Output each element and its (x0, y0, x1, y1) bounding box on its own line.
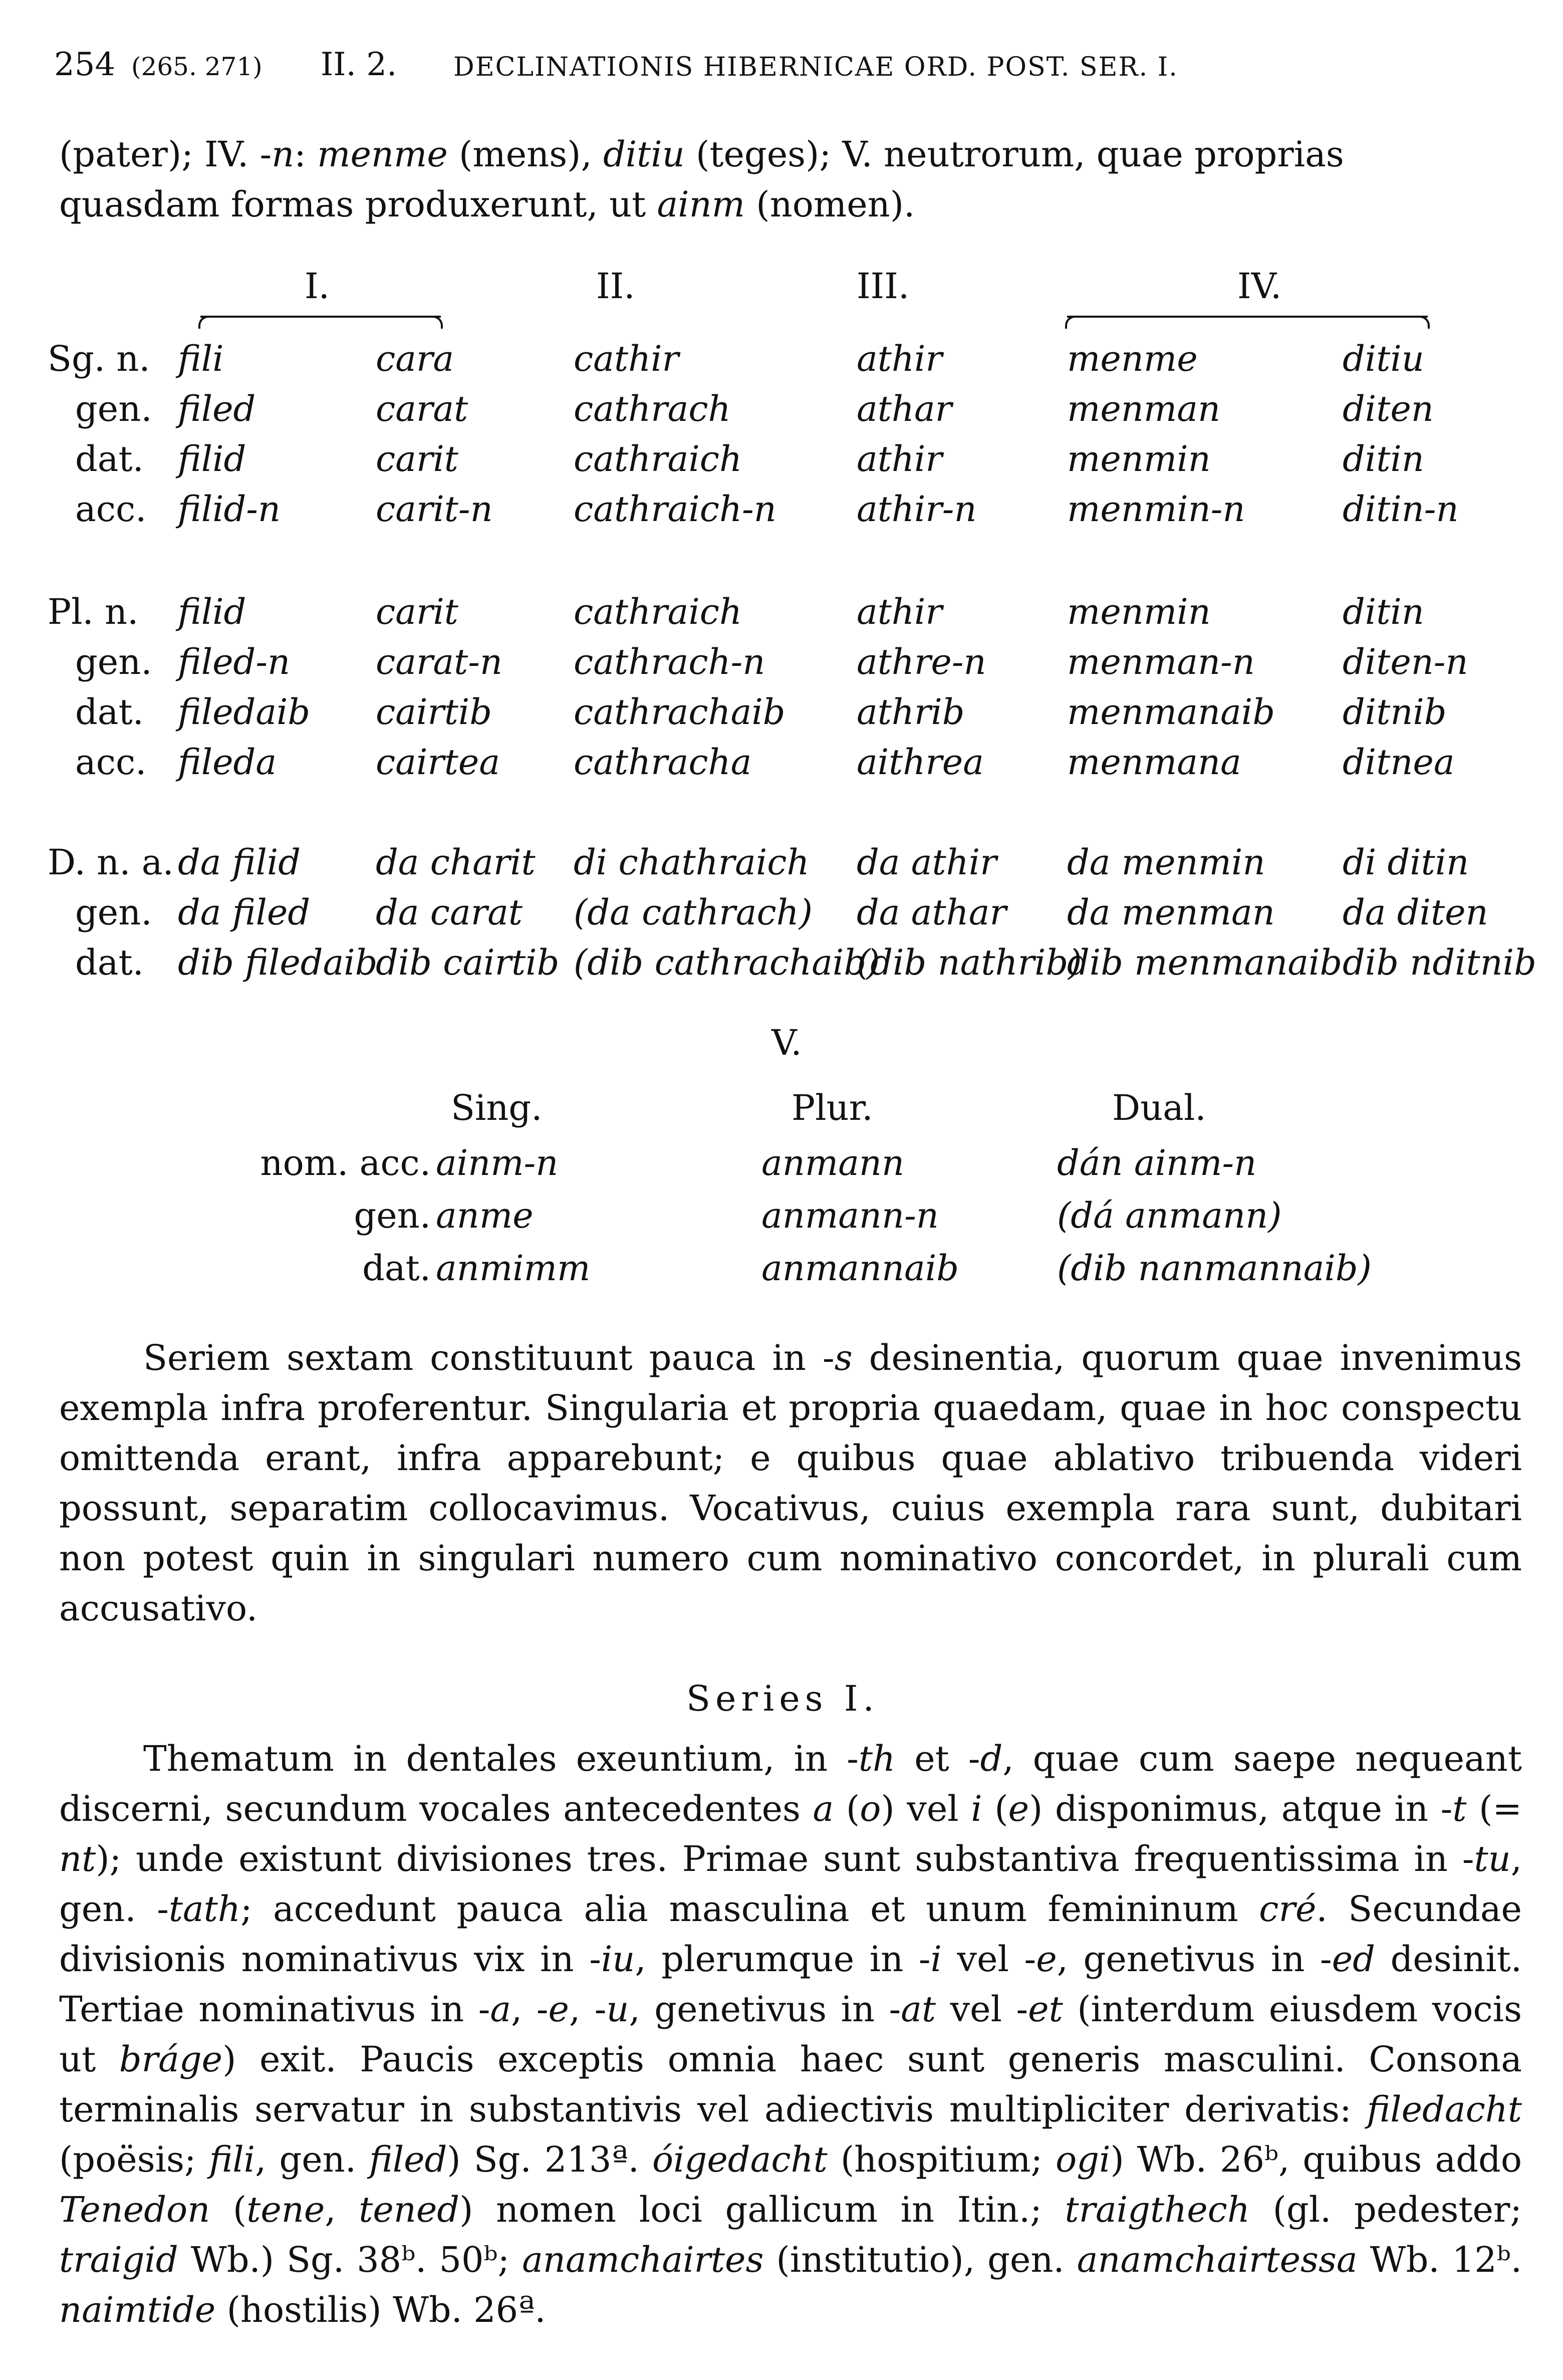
table-cell: cathrachaib (574, 691, 786, 733)
table-cell: (dib nathrib) (857, 942, 1082, 983)
text-run: tened (359, 2189, 460, 2230)
row-label: dat. (75, 438, 144, 480)
text-run: ; accedunt pauca alia masculina et unum femininum (240, 1888, 1259, 1930)
row-label: Sg. n. (48, 338, 150, 379)
table2-title: V. (771, 1022, 802, 1063)
text-run: ) vel (881, 1788, 971, 1829)
table-cell: da charit (376, 842, 536, 883)
text-run: d (980, 1738, 1003, 1779)
text-run: Seriem sextam constituunt pauca in - (143, 1337, 835, 1378)
table1-header-4: IV. (1237, 266, 1282, 307)
page-number: 254 (54, 46, 116, 83)
brace-group-4 (1067, 316, 1428, 329)
text-run: (gl. pedester; (1249, 2189, 1522, 2230)
table1-header-1: I. (305, 266, 330, 307)
text-run: ainm (657, 184, 745, 225)
row-label: gen. (75, 388, 152, 429)
table-cell: menmana (1067, 742, 1241, 783)
intro-line-2 (59, 179, 915, 229)
table-cell: cairtib (376, 691, 492, 733)
table-cell: ditnib (1343, 691, 1447, 733)
text-run: traigthech (1065, 2189, 1250, 2230)
table-cell: menme (1067, 338, 1198, 379)
table-cell: menmin (1067, 438, 1211, 480)
text-run: menme (317, 134, 448, 175)
text-run: traigid (59, 2239, 178, 2280)
table-cell: filed (178, 388, 256, 429)
text-run: n (272, 134, 295, 175)
text-run: ) disponimus, atque in - (1029, 1788, 1453, 1829)
table-cell: carit (376, 591, 458, 632)
table-cell: dib filedaib (178, 942, 378, 983)
text-run: (pater); IV. - (59, 134, 272, 175)
text-run: Thematum in dentales exeuntium, in - (143, 1738, 859, 1779)
table-cell: filedaib (178, 691, 311, 733)
table-cell: menmin-n (1067, 489, 1245, 530)
table-cell: cara (376, 338, 454, 379)
table-cell: anmann-n (761, 1195, 939, 1236)
text-run: iu (601, 1939, 635, 1980)
table-cell: anmannaib (761, 1248, 959, 1289)
row-label: dat. (362, 1248, 431, 1289)
text-run: et (1028, 1989, 1063, 2030)
text-run: i (930, 1939, 942, 1980)
paragraph-1 (59, 1333, 1522, 1633)
text-run: ( (834, 1788, 860, 1829)
table-cell: (da cathrach) (574, 892, 813, 933)
table-cell: dib nditnib (1343, 942, 1536, 983)
text-run: e (1008, 1788, 1029, 1829)
text-run: tath (168, 1888, 240, 1930)
text-run: i (971, 1788, 982, 1829)
text-run: anamchairtes (522, 2239, 764, 2280)
text-run: vel - (936, 1989, 1028, 2030)
table-cell: cathraich (574, 591, 742, 632)
table-cell: da athar (857, 892, 1006, 933)
text-run: ) Wb. 26ᵇ, quibus addo (1110, 2139, 1522, 2180)
text-run: e (548, 1989, 569, 2030)
row-label: acc. (75, 742, 147, 783)
brace-group-1 (200, 316, 441, 329)
table-cell: menmanaib (1067, 691, 1275, 733)
text-run: a (490, 1989, 511, 2030)
table-cell: (dá anmann) (1057, 1195, 1282, 1236)
table-cell: diten (1343, 388, 1434, 429)
text-run: quasdam formas produxerunt, ut (59, 184, 657, 225)
row-label: Pl. n. (48, 591, 139, 632)
text-run: ) exit. Paucis exceptis omnia haec sunt generis masculini. Consona terminalis servatur in substantivis vel adiectivis multipliciter derivatis: (59, 2039, 1522, 2130)
table-cell: ditnea (1343, 742, 1455, 783)
table-cell: dán ainm-n (1057, 1142, 1257, 1183)
row-label: D. n. a. (48, 842, 174, 883)
text-run: th (858, 1738, 896, 1779)
table-cell: menmin (1067, 591, 1211, 632)
table-cell: carit (376, 438, 458, 480)
text-run: , - (511, 1989, 549, 2030)
table-cell: filid (178, 438, 246, 480)
row-label: gen. (75, 892, 152, 933)
text-run: ogi (1056, 2139, 1111, 2180)
table-cell: da athir (857, 842, 997, 883)
text-run: , quae cum saepe nequeant discerni, secundum vocales antecedentes (59, 1738, 1522, 1829)
text-run: e (1036, 1939, 1057, 1980)
text-run: , (325, 2189, 359, 2230)
table-cell: carat-n (376, 641, 502, 682)
text-run: (institutio), gen. (763, 2239, 1077, 2280)
table-cell: filid (178, 591, 246, 632)
paragraph-2 (59, 1734, 1522, 2335)
text-run: , gen. (255, 2139, 370, 2180)
text-run: tu (1474, 1838, 1511, 1879)
text-run: : (294, 134, 318, 175)
text-run: anamchairtessa (1077, 2239, 1358, 2280)
table-cell: cathraich-n (574, 489, 776, 530)
text-run: desinit. Tertiae nominativus in - (59, 1939, 1522, 2030)
text-run: tene (246, 2189, 325, 2230)
row-label: acc. (75, 489, 147, 530)
table-cell: da filed (178, 892, 311, 933)
row-label: gen. (354, 1195, 431, 1236)
table1-header-2: II. (596, 266, 635, 307)
table-cell: cathrach-n (574, 641, 765, 682)
table-cell: aithrea (857, 742, 984, 783)
table-cell: cairtea (376, 742, 500, 783)
table-cell: carit-n (376, 489, 493, 530)
table-cell: dib cairtib (376, 942, 560, 983)
text-run: vel - (941, 1939, 1036, 1980)
table-cell: athir-n (857, 489, 977, 530)
text-run: filed (369, 2139, 447, 2180)
text-run: (interdum eiusdem vocis ut (59, 1989, 1522, 2080)
table-cell: anmimm (436, 1248, 591, 1289)
table-cell: di chathraich (574, 842, 810, 883)
text-run: , plerumque in - (635, 1939, 931, 1980)
table-cell: athre-n (857, 641, 986, 682)
table-cell: menman-n (1067, 641, 1255, 682)
table-cell: athir (857, 591, 942, 632)
table-cell: filid-n (178, 489, 281, 530)
text-run: at (901, 1989, 936, 2030)
table2-header-sing: Sing. (451, 1087, 543, 1128)
text-run: (hostilis) Wb. 26ª. (215, 2289, 546, 2330)
text-run: óigedacht (652, 2139, 828, 2180)
table-cell: diten-n (1343, 641, 1468, 682)
text-run: cré (1259, 1888, 1317, 1930)
text-run: et - (895, 1738, 980, 1779)
table-cell: da menmin (1067, 842, 1265, 883)
text-run: (teges); V. neutrorum, quae proprias (684, 134, 1344, 175)
table-cell: ainm-n (436, 1142, 559, 1183)
text-run: naimtide (59, 2289, 216, 2330)
text-run: , gen. - (59, 1838, 1522, 1930)
text-run: t (1452, 1788, 1467, 1829)
text-run: ( (210, 2189, 247, 2230)
table-cell: fili (178, 338, 224, 379)
text-run: Wb.) Sg. 38ᵇ. 50ᵇ; (178, 2239, 523, 2280)
table-cell: ditin (1343, 591, 1424, 632)
table1-header-3: III. (857, 266, 910, 307)
table2-header-plur: Plur. (792, 1087, 873, 1128)
table-cell: athir (857, 338, 942, 379)
table-cell: cathraich (574, 438, 742, 480)
table-cell: ditin-n (1343, 489, 1459, 530)
text-run: Tenedon (59, 2189, 210, 2230)
text-run: ( (982, 1788, 1008, 1829)
table-cell: cathrach (574, 388, 731, 429)
table-cell: (dib nanmannaib) (1057, 1248, 1372, 1289)
text-run: filedacht (1367, 2089, 1522, 2130)
text-run: , genetivus in - (1057, 1939, 1332, 1980)
table2-header-dual: Dual. (1112, 1087, 1206, 1128)
table-cell: cathir (574, 338, 679, 379)
header-section: II. 2. (321, 46, 397, 83)
table-cell: (dib cathrachaib) (574, 942, 880, 983)
table-cell: da menman (1067, 892, 1275, 933)
table-cell: filed-n (178, 641, 291, 682)
text-run: desinentia, quorum quae invenimus exempla infra proferentur. Singularia et propria quaedam, quae in hoc conspectu omittenda erant, infra apparebunt; e quibus quae ablativo tribuenda videri possunt, separatim collocavimus. Vocativus, cuius exempla rara sunt, dubitari non potest quin in singulari numero cum nominativo concordet, in plurali cum accusativo. (59, 1337, 1522, 1629)
table-cell: carat (376, 388, 468, 429)
text-run: Wb. 12ᵇ. (1357, 2239, 1522, 2280)
table-cell: anmann (761, 1142, 905, 1183)
text-run: , genetivus in - (629, 1989, 901, 2030)
text-run: (nomen). (745, 184, 915, 225)
intro-line-1 (59, 129, 1344, 179)
series-title: Series I. (686, 1678, 879, 1719)
table-cell: fileda (178, 742, 277, 783)
text-run: ditiu (603, 134, 685, 175)
table-cell: menman (1067, 388, 1221, 429)
text-run: nt (59, 1838, 96, 1879)
table-cell: athar (857, 388, 952, 429)
text-run: ) nomen loci gallicum in Itin.; (459, 2189, 1065, 2230)
header-ref: (265. 271) (131, 52, 263, 81)
text-run: . Secundae divisionis nominativus vix in - (59, 1888, 1522, 1980)
table-cell: cathracha (574, 742, 752, 783)
row-label: nom. acc. (260, 1142, 431, 1183)
table-cell: di ditin (1343, 842, 1469, 883)
text-run: ); unde existunt divisiones tres. Primae sunt substantiva frequentissima in - (96, 1838, 1474, 1879)
text-run: fili (209, 2139, 255, 2180)
table-cell: athir (857, 438, 942, 480)
row-label: gen. (75, 641, 152, 682)
text-run: (hospitium; (827, 2139, 1056, 2180)
text-run: o (860, 1788, 881, 1829)
table-cell: ditin (1343, 438, 1424, 480)
text-run: a (813, 1788, 834, 1829)
table-cell: athrib (857, 691, 965, 733)
text-run: , - (569, 1989, 607, 2030)
text-run: u (606, 1989, 629, 2030)
text-run: (mens), (447, 134, 603, 175)
table-cell: ditiu (1343, 338, 1424, 379)
text-run: ) Sg. 213ª. (447, 2139, 653, 2180)
table-cell: dib menmanaib (1067, 942, 1343, 983)
text-run: (= (1466, 1788, 1522, 1829)
text-run: ed (1332, 1939, 1375, 1980)
running-title: DECLINATIONIS HIBERNICAE ORD. POST. SER. I. (453, 52, 1178, 82)
table-cell: anme (436, 1195, 534, 1236)
table-cell: da diten (1343, 892, 1488, 933)
text-run: s (834, 1337, 853, 1378)
row-label: dat. (75, 691, 144, 733)
text-run: bráge (119, 2039, 223, 2080)
row-label: dat. (75, 942, 144, 983)
table-cell: da filid (178, 842, 301, 883)
table-cell: da carat (376, 892, 523, 933)
text-run: (poësis; (59, 2139, 209, 2180)
